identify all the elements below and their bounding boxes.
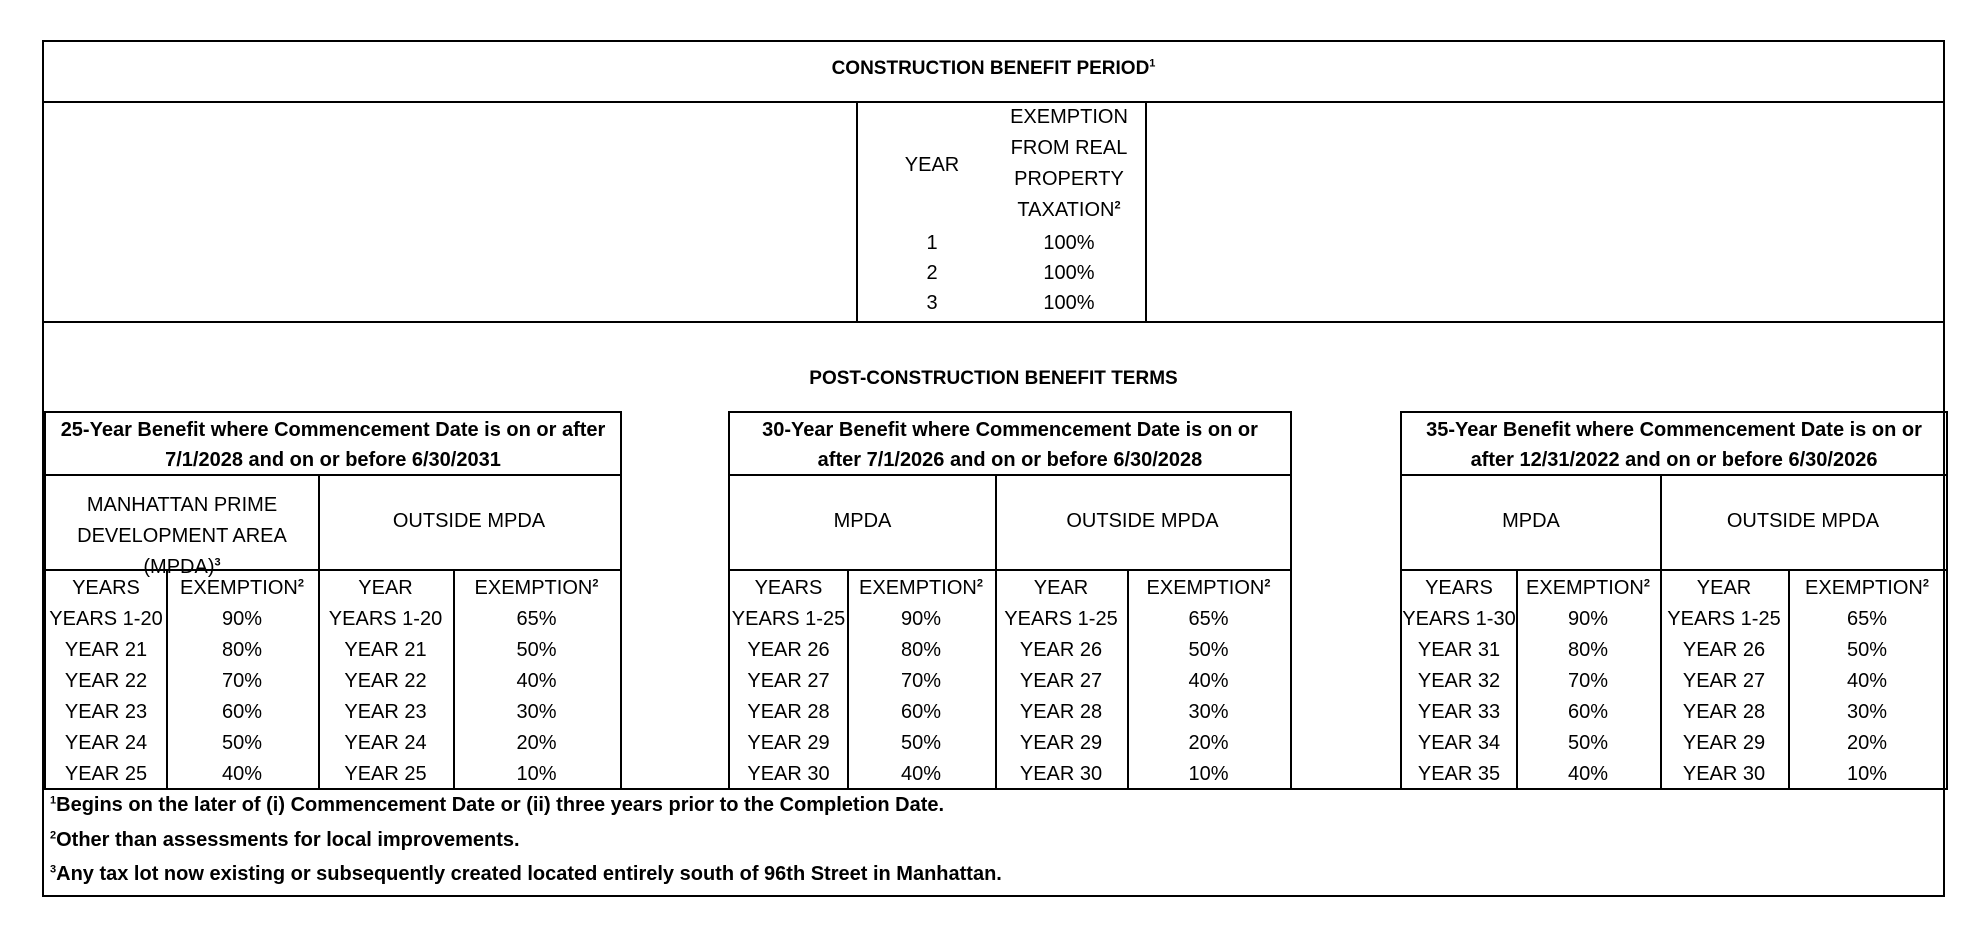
table-column [1660, 573, 1788, 790]
table-cell: YEAR 26 [1682, 639, 1766, 661]
table-cell: 90% [900, 608, 942, 630]
table-cell: YEAR 23 [64, 701, 148, 723]
footnote-3: $^3$Any tax lot now existing or subsequently created located entirely south of 96th Street in Manhattan. [50, 863, 1002, 885]
table-cell: 100% [1043, 292, 1095, 314]
table-cell: 20% [1846, 732, 1888, 754]
column-header: EXEMPTION$^2$ [859, 577, 983, 599]
table-cell: YEAR 32 [1417, 670, 1501, 692]
table-cell: YEAR 33 [1417, 701, 1501, 723]
column-header: EXEMPTION$^2$ [1146, 577, 1271, 599]
table-cell: 65% [516, 608, 557, 630]
table-cell: YEARS 1-20 [49, 608, 163, 630]
table-cell: YEAR 28 [1019, 701, 1103, 723]
divider [46, 569, 620, 571]
table-cell: 10% [1846, 763, 1888, 785]
benefit-heading: 30-Year Benefit where Commencement Date is on or after 7/1/2026 and on or before 6/30/2028 [762, 419, 1258, 471]
table-cell: 70% [1567, 670, 1609, 692]
table-cell: YEARS 1-25 [1004, 608, 1118, 630]
table-column [318, 573, 453, 790]
table-cell: 50% [516, 639, 557, 661]
table-cell: 65% [1188, 608, 1229, 630]
benefit-heading: 35-Year Benefit where Commencement Date is on or after 12/31/2022 and on or before 6/30/2026 [1426, 419, 1922, 471]
table-cell: YEAR 29 [1019, 732, 1103, 754]
table-cell: 90% [1567, 608, 1609, 630]
construction-exemptions [1004, 228, 1134, 318]
table-cell: 50% [1846, 639, 1888, 661]
table-cell: YEAR 27 [1019, 670, 1103, 692]
table-cell: 30% [516, 701, 557, 723]
construction-col-year: YEAR [904, 154, 960, 176]
divider [46, 474, 620, 476]
table-cell: 40% [221, 763, 263, 785]
divider [730, 569, 1290, 571]
divider [856, 101, 858, 321]
area-outside-mpda: OUTSIDE MPDA [1726, 510, 1880, 532]
benefit-schedule-table [42, 40, 1945, 897]
table-cell: YEAR 24 [344, 732, 427, 754]
divider [44, 101, 1943, 103]
area-mpda: MPDA [1502, 510, 1560, 532]
table-cell: YEAR 22 [344, 670, 427, 692]
table-cell: 20% [516, 732, 557, 754]
benefit-table-2 [728, 411, 1292, 790]
table-cell: 60% [221, 701, 263, 723]
table-column [453, 573, 620, 790]
table-cell: 65% [1846, 608, 1888, 630]
table-column [46, 573, 166, 790]
construction-col-exemption: EXEMPTION FROM REAL PROPERTY TAXATION$^2$ [1010, 106, 1128, 221]
table-cell: 60% [900, 701, 942, 723]
table-cell: 50% [900, 732, 942, 754]
table-cell: YEAR 22 [64, 670, 148, 692]
area-outside-mpda: OUTSIDE MPDA [392, 510, 546, 532]
table-cell: YEAR 29 [747, 732, 830, 754]
column-header: EXEMPTION$^2$ [1526, 577, 1650, 599]
column-header: YEAR [1033, 577, 1089, 599]
area-outside-mpda: OUTSIDE MPDA [1066, 510, 1219, 532]
column-header: YEARS [754, 577, 823, 599]
table-cell: YEAR 31 [1417, 639, 1501, 661]
column-header: EXEMPTION$^2$ [1805, 577, 1929, 599]
table-cell: YEAR 27 [747, 670, 830, 692]
table-column [847, 573, 995, 790]
table-cell: 10% [1188, 763, 1229, 785]
table-cell: 2 [926, 262, 938, 284]
column-header: YEAR [1696, 577, 1752, 599]
construction-title: CONSTRUCTION BENEFIT PERIOD$^1$ [831, 57, 1156, 79]
divider [1402, 569, 1946, 571]
table-cell: 30% [1846, 701, 1888, 723]
table-cell: 40% [1188, 670, 1229, 692]
construction-years [884, 228, 980, 318]
table-cell: YEAR 34 [1417, 732, 1501, 754]
divider [44, 321, 1943, 323]
table-cell: YEAR 21 [344, 639, 427, 661]
table-cell: YEAR 29 [1682, 732, 1766, 754]
table-column [730, 573, 847, 790]
table-cell: 70% [221, 670, 263, 692]
table-cell: YEAR 21 [64, 639, 148, 661]
table-cell: YEAR 28 [747, 701, 830, 723]
table-column [995, 573, 1127, 790]
post-construction-title: POST-CONSTRUCTION BENEFIT TERMS [809, 368, 1178, 389]
table-cell: 60% [1567, 701, 1609, 723]
table-cell: YEAR 35 [1417, 763, 1501, 785]
table-cell: 90% [221, 608, 263, 630]
benefit-heading: 25-Year Benefit where Commencement Date is on or after 7/1/2028 and on or before 6/30/2031 [60, 419, 606, 471]
table-cell: YEAR 25 [64, 763, 148, 785]
table-cell: 100% [1043, 262, 1095, 284]
divider [730, 474, 1290, 476]
table-cell: YEAR 23 [344, 701, 427, 723]
table-cell: YEAR 28 [1682, 701, 1766, 723]
table-cell: 20% [1188, 732, 1229, 754]
table-cell: YEARS 1-20 [328, 608, 443, 630]
table-cell: 40% [1567, 763, 1609, 785]
table-cell: 50% [221, 732, 263, 754]
table-column [1402, 573, 1516, 790]
table-cell: 100% [1043, 232, 1095, 254]
table-cell: YEAR 26 [1019, 639, 1103, 661]
table-cell: YEAR 26 [747, 639, 830, 661]
table-cell: 80% [900, 639, 942, 661]
table-column [1127, 573, 1290, 790]
benefit-table-3 [1400, 411, 1948, 790]
table-cell: 40% [900, 763, 942, 785]
area-mpda: MANHATTAN PRIME DEVELOPMENT AREA (MPDA)$^3$ [77, 494, 287, 578]
benefit-table-1 [44, 411, 622, 790]
table-cell: 10% [516, 763, 557, 785]
table-column [166, 573, 318, 790]
table-cell: YEAR 27 [1682, 670, 1766, 692]
divider [1145, 101, 1147, 321]
table-cell: YEARS 1-25 [1667, 608, 1781, 630]
column-header: YEAR [358, 577, 413, 599]
table-cell: YEAR 24 [64, 732, 148, 754]
divider [1402, 474, 1946, 476]
divider [44, 788, 1943, 790]
table-cell: 1 [926, 232, 938, 254]
column-header: YEARS [72, 577, 140, 599]
column-header: YEARS [1425, 577, 1493, 599]
table-cell: 50% [1567, 732, 1609, 754]
table-cell: 80% [221, 639, 263, 661]
table-cell: 40% [1846, 670, 1888, 692]
table-cell: 80% [1567, 639, 1609, 661]
table-cell: 40% [516, 670, 557, 692]
table-cell: 3 [926, 292, 938, 314]
table-cell: YEARS 1-25 [731, 608, 846, 630]
table-cell: YEAR 25 [344, 763, 427, 785]
footnote-1: $^1$Begins on the later of (i) Commencement Date or (ii) three years prior to the Completion Date. [50, 794, 945, 816]
footnote-2: $^2$Other than assessments for local improvements. [50, 829, 520, 851]
area-mpda: MPDA [833, 510, 892, 532]
table-column [1516, 573, 1660, 790]
column-header: EXEMPTION$^2$ [474, 577, 599, 599]
table-cell: YEARS 1-30 [1402, 608, 1516, 630]
table-cell: 50% [1188, 639, 1229, 661]
table-cell: 30% [1188, 701, 1229, 723]
table-cell: 70% [900, 670, 942, 692]
column-header: EXEMPTION$^2$ [180, 577, 304, 599]
table-cell: YEAR 30 [1019, 763, 1103, 785]
table-cell: YEAR 30 [1682, 763, 1766, 785]
table-cell: YEAR 30 [747, 763, 830, 785]
table-column [1788, 573, 1946, 790]
